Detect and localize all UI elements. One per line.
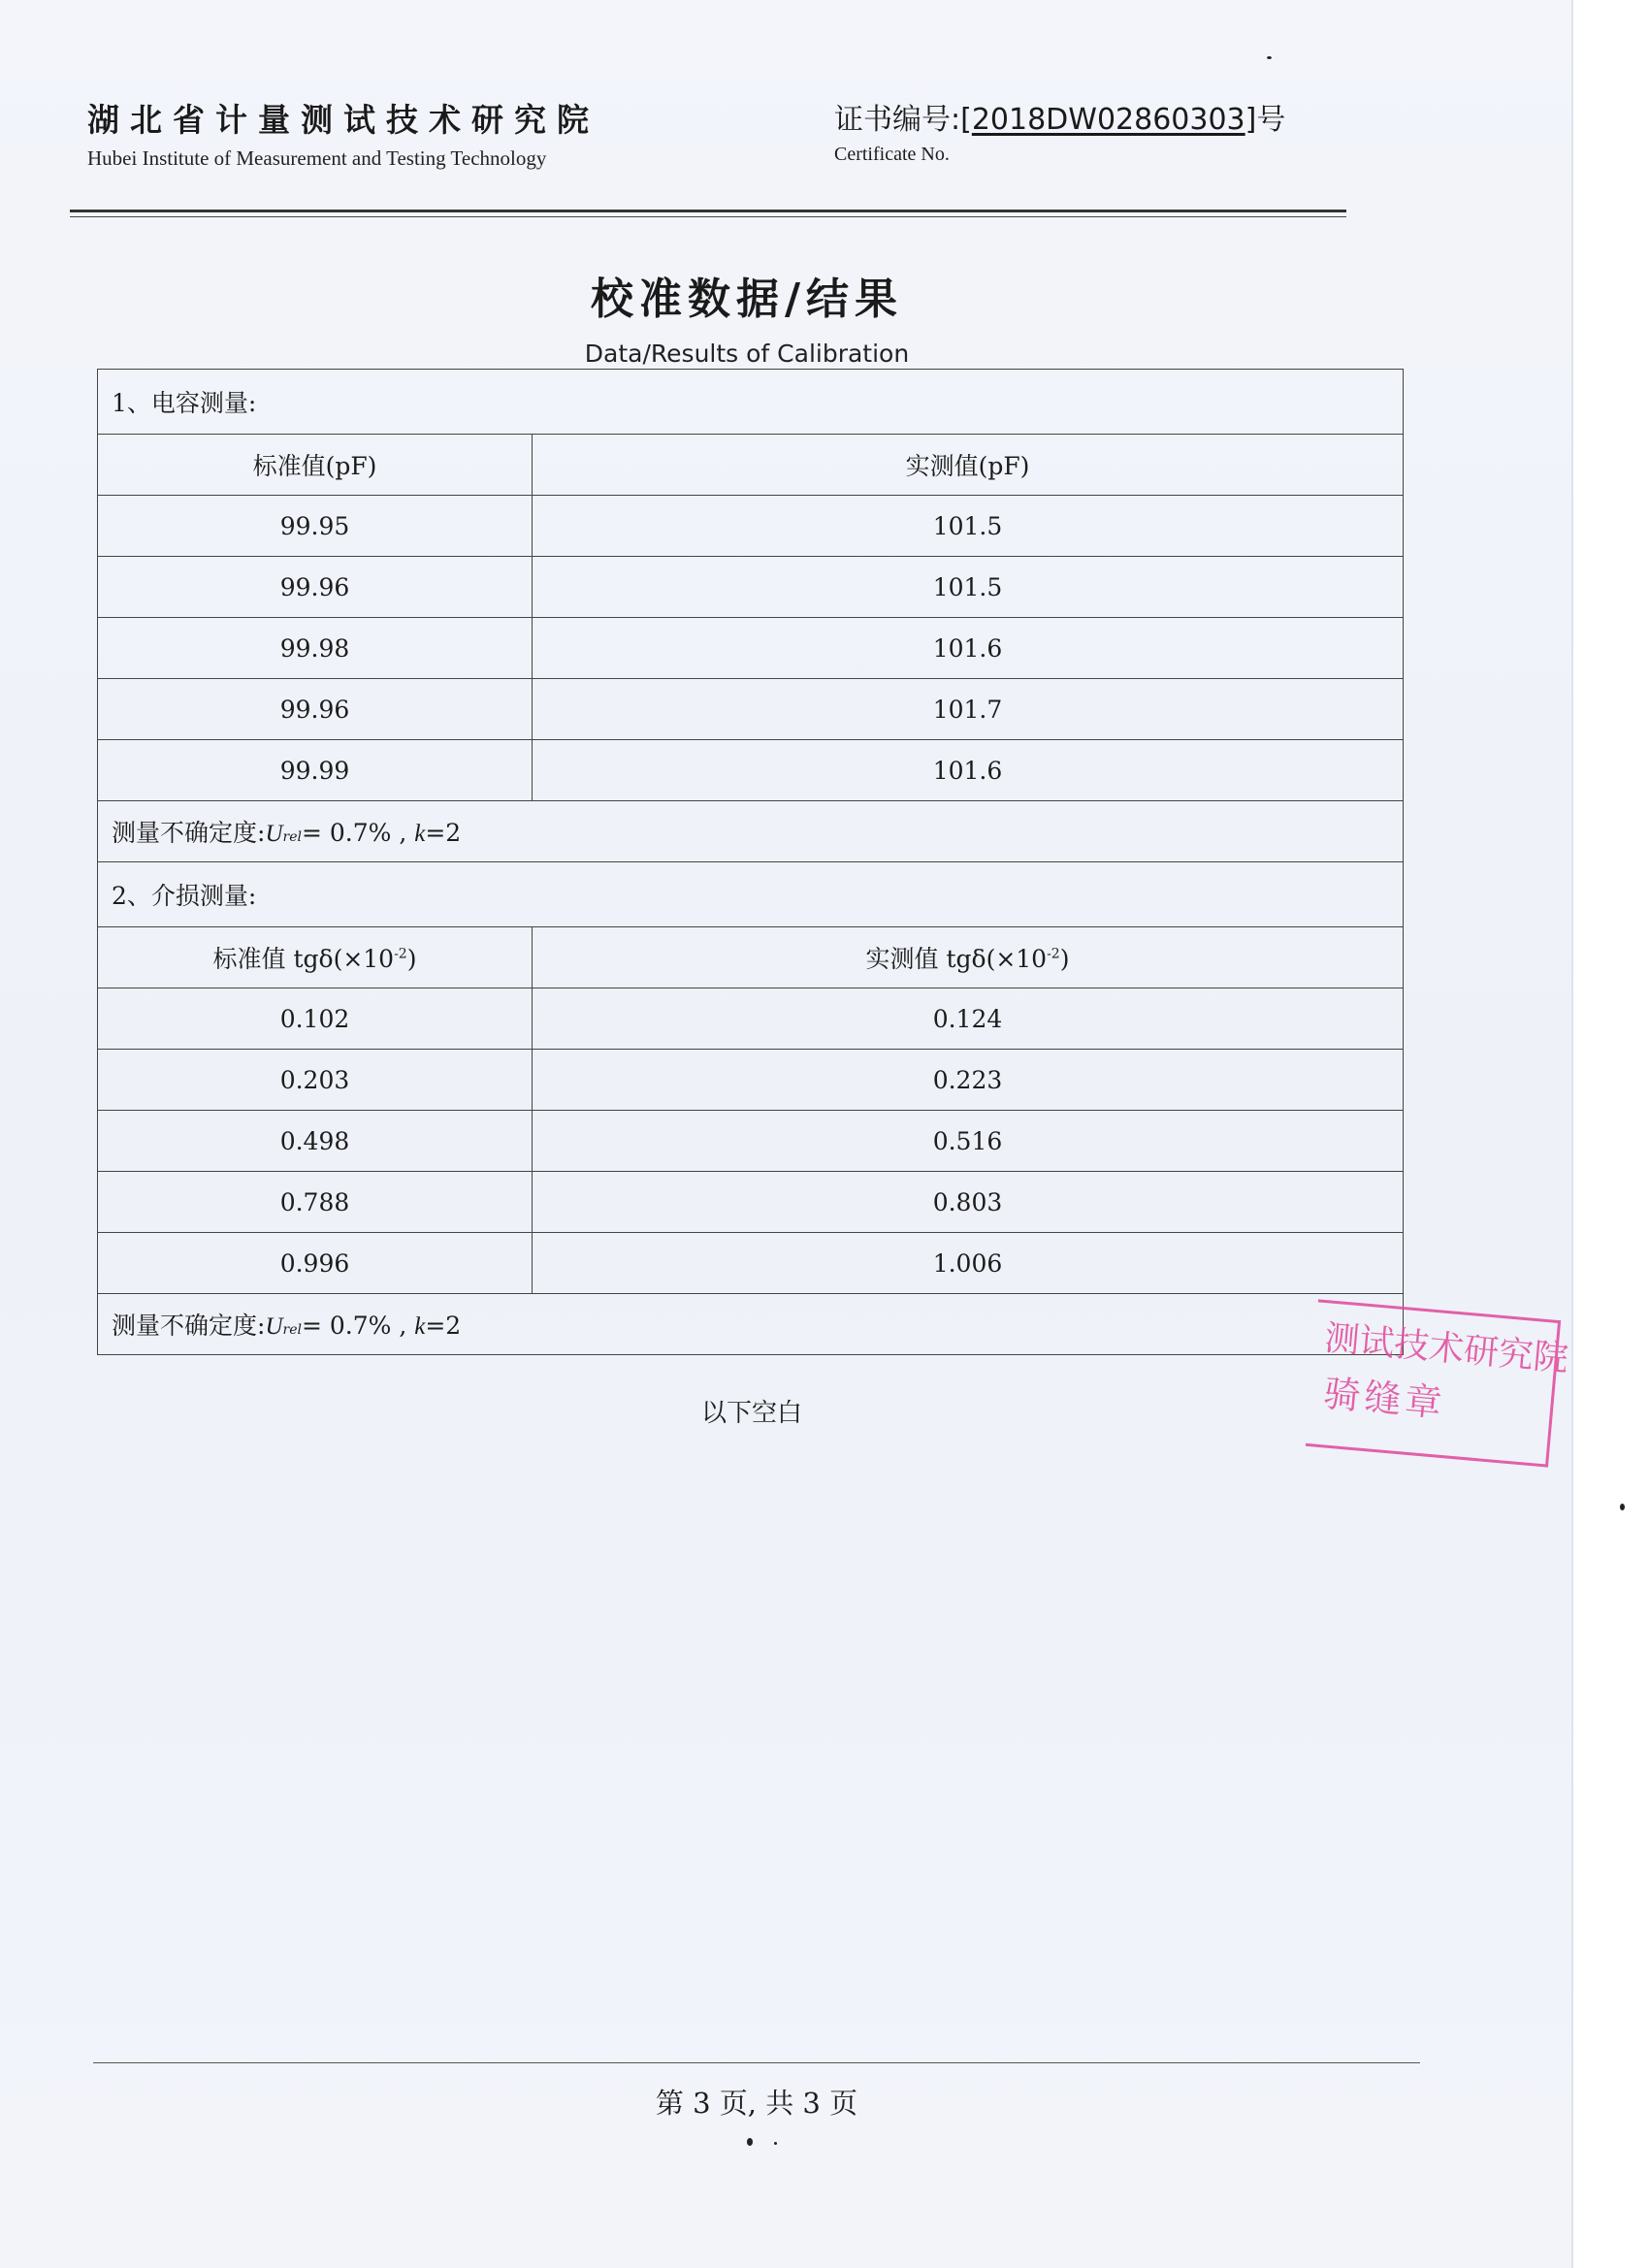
uncertainty-symbol: U bbox=[265, 1313, 283, 1340]
certificate-label-cn: 证书编号: bbox=[834, 103, 961, 137]
capacitance-uncertainty-row bbox=[98, 801, 1404, 862]
dielectric-standard-cell: 0.996 bbox=[98, 1233, 533, 1294]
dielectric-col-standard-text: 标准值 tgδ(×10 bbox=[212, 945, 395, 973]
capacitance-measured-cell: 101.7 bbox=[533, 679, 1404, 740]
certificate-number-line: 证书编号:[2018DW02860303]号 bbox=[834, 103, 1286, 137]
capacitance-standard-cell: 99.95 bbox=[98, 496, 533, 557]
ink-speck bbox=[774, 2142, 777, 2145]
certificate-suffix: 号 bbox=[1256, 103, 1286, 137]
dielectric-measured-cell: 0.803 bbox=[533, 1172, 1404, 1233]
capacitance-standard-cell: 99.96 bbox=[98, 557, 533, 618]
capacitance-section-row bbox=[98, 370, 1404, 435]
page-title: 校准数据/结果 bbox=[590, 275, 904, 324]
capacitance-heading: 1、电容测量: bbox=[98, 370, 1404, 435]
certificate-number: 2018DW02860303 bbox=[971, 103, 1245, 137]
page-subtitle: Data/Results of Calibration bbox=[584, 340, 910, 368]
capacitance-col-standard: 标准值(pF) bbox=[98, 435, 533, 496]
page-number: 第 3 页, 共 3 页 bbox=[655, 2087, 858, 2120]
close-paren: ) bbox=[406, 945, 417, 973]
coverage-factor-value: =2 bbox=[425, 1312, 462, 1340]
seam-seal-stamp bbox=[1306, 1299, 1570, 1467]
dielectric-col-standard bbox=[98, 927, 533, 988]
exponent: -2 bbox=[1047, 946, 1060, 962]
dielectric-col-measured-text: 实测值 tgδ(×10 bbox=[865, 945, 1048, 973]
ink-speck bbox=[1267, 56, 1272, 59]
institute-name-en: Hubei Institute of Measurement and Testing Technology bbox=[87, 146, 547, 170]
dielectric-heading: 2、介损测量: bbox=[98, 862, 1404, 927]
capacitance-standard-cell: 99.98 bbox=[98, 618, 533, 679]
header-rule-thin bbox=[70, 216, 1346, 217]
stamp-line-institute: 测试技术研究院 bbox=[1322, 1318, 1570, 1379]
coverage-factor-value: =2 bbox=[425, 819, 462, 847]
dielectric-measured-cell: 0.223 bbox=[533, 1050, 1404, 1111]
table-row bbox=[98, 496, 1404, 557]
capacitance-measured-cell: 101.6 bbox=[533, 740, 1404, 801]
table-row bbox=[98, 679, 1404, 740]
table-row bbox=[98, 988, 1404, 1050]
footer-rule bbox=[93, 2062, 1420, 2063]
uncertainty-subscript: rel bbox=[282, 1322, 302, 1338]
dielectric-section-row bbox=[98, 862, 1404, 927]
stamp-line-seal: 骑缝章 bbox=[1321, 1372, 1448, 1426]
table-row bbox=[98, 1050, 1404, 1111]
capacitance-standard-cell: 99.99 bbox=[98, 740, 533, 801]
certificate-number-block bbox=[834, 95, 1285, 166]
header-rule-thick bbox=[70, 210, 1346, 212]
table-row bbox=[98, 1111, 1404, 1172]
uncertainty-value: = 0.7% , bbox=[301, 819, 407, 847]
table-row bbox=[98, 618, 1404, 679]
capacitance-measured-cell: 101.5 bbox=[533, 496, 1404, 557]
dielectric-standard-cell: 0.203 bbox=[98, 1050, 533, 1111]
calibration-table bbox=[97, 369, 1404, 1355]
dielectric-uncertainty bbox=[98, 1294, 1404, 1355]
coverage-factor-symbol: k bbox=[414, 821, 426, 847]
dielectric-standard-cell: 0.498 bbox=[98, 1111, 533, 1172]
exponent: -2 bbox=[394, 946, 407, 962]
dielectric-measured-cell: 0.124 bbox=[533, 988, 1404, 1050]
capacitance-measured-cell: 101.6 bbox=[533, 618, 1404, 679]
table-row bbox=[98, 740, 1404, 801]
table-row bbox=[98, 557, 1404, 618]
ink-speck bbox=[1620, 1504, 1625, 1510]
uncertainty-symbol: U bbox=[265, 821, 283, 847]
table-row bbox=[98, 1233, 1404, 1294]
dielectric-col-measured bbox=[533, 927, 1404, 988]
certificate-label-en: Certificate No. bbox=[834, 144, 950, 165]
capacitance-measured-cell: 101.5 bbox=[533, 557, 1404, 618]
page-edge-strip bbox=[1571, 0, 1649, 2268]
capacitance-standard-cell: 99.96 bbox=[98, 679, 533, 740]
table-row bbox=[98, 1172, 1404, 1233]
institute-header bbox=[87, 95, 599, 171]
ink-speck bbox=[747, 2138, 753, 2146]
institute-name-cn: 湖北省计量测试技术研究院 bbox=[87, 101, 599, 139]
dielectric-standard-cell: 0.788 bbox=[98, 1172, 533, 1233]
dielectric-measured-cell: 1.006 bbox=[533, 1233, 1404, 1294]
uncertainty-label: 测量不确定度: bbox=[112, 1312, 266, 1340]
uncertainty-value: = 0.7% , bbox=[301, 1312, 407, 1340]
close-paren: ) bbox=[1059, 945, 1070, 973]
uncertainty-subscript: rel bbox=[282, 829, 302, 845]
dielectric-uncertainty-row bbox=[98, 1294, 1404, 1355]
coverage-factor-symbol: k bbox=[414, 1313, 426, 1340]
dielectric-header-row bbox=[98, 927, 1404, 988]
capacitance-uncertainty bbox=[98, 801, 1404, 862]
blank-below-note: 以下空白 bbox=[700, 1399, 802, 1428]
uncertainty-label: 测量不确定度: bbox=[112, 819, 266, 847]
capacitance-header-row bbox=[98, 435, 1404, 496]
capacitance-col-measured: 实测值(pF) bbox=[533, 435, 1404, 496]
dielectric-measured-cell: 0.516 bbox=[533, 1111, 1404, 1172]
dielectric-standard-cell: 0.102 bbox=[98, 988, 533, 1050]
